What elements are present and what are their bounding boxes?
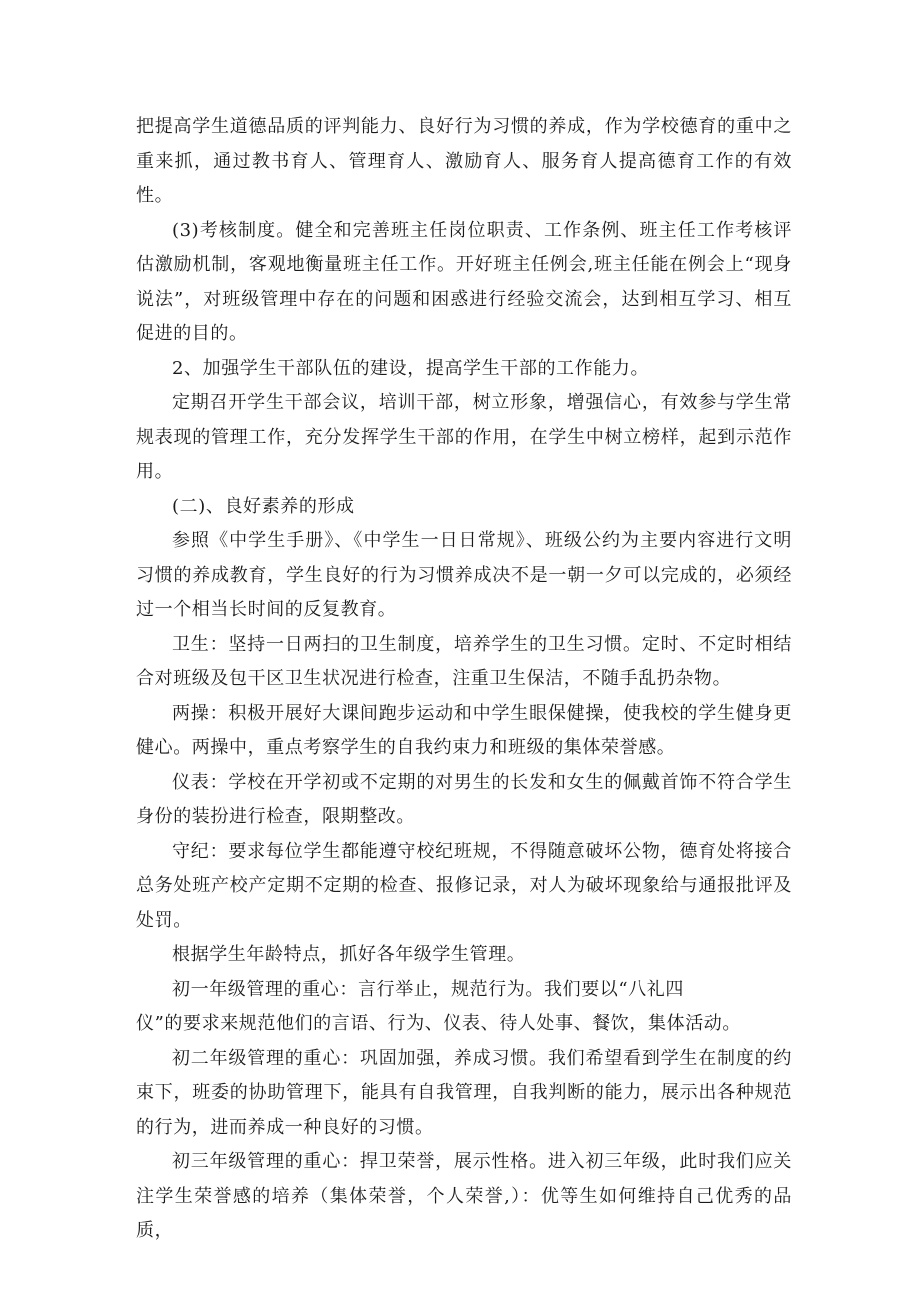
paragraph-15: 初三年级管理的重心：捍卫荣誉，展示性格。进入初三年级，此时我们应关注学生荣誉感的培养（集体荣誉，个人荣誉,）：优等生如何维持自己优秀的品质， bbox=[136, 1151, 792, 1241]
paragraph-8: 两操：积极开展好大课间跑步运动和中学生眼保健操，使我校的学生健身更健心。两操中，重点考察学生的自我约束力和班级的集体荣誉感。 bbox=[136, 702, 792, 758]
paragraph-1: 把提高学生道德品质的评判能力、良好行为习惯的养成，作为学校德育的重中之重来抓，通过教书育人、管理育人、激励育人、服务育人提高德育工作的有效性。 bbox=[136, 116, 792, 206]
document-page bbox=[136, 110, 792, 1249]
paragraph-11: 根据学生年龄特点，抓好各年级学生管理。 bbox=[172, 944, 526, 965]
paragraph-6: 参照《中学生手册》、《中学生一日日常规》、班级公约为主要内容进行文明习惯的养成教育，学生良好的行为习惯养成决不是一朝一夕可以完成的，必须经过一个相当长时间的反复教育。 bbox=[136, 530, 792, 620]
paragraph-2: (3)考核制度。健全和完善班主任岗位职责、工作条例、班主任工作考核评估激励机制，客观地衡量班主任工作。开好班主任例会,班主任能在例会上“现身说法”，对班级管理中存在的问题和困惑进行经验交流会，达到相互学习、相互促进的目的。 bbox=[136, 219, 792, 344]
paragraph-3: 2、加强学生干部队伍的建设，提高学生干部的工作能力。 bbox=[172, 357, 650, 379]
paragraph-5: (二)、良好素养的形成 bbox=[172, 495, 355, 517]
paragraph-9: 仪表：学校在开学初或不定期的对男生的长发和女生的佩戴首饰不符合学生身份的装扮进行检查，限期整改。 bbox=[136, 771, 792, 827]
paragraph-14: 初二年级管理的重心：巩固加强，养成习惯。我们希望看到学生在制度的约束下，班委的协助管理下，能具有自我管理，自我判断的能力，展示出各种规范的行为，进而养成一种良好的习惯。 bbox=[136, 1047, 792, 1138]
paragraph-10: 守纪：要求每位学生都能遵守校纪班规，不得随意破坏公物，德育处将接合总务处班产校产定期不定期的检查、报修记录，对人为破坏现象给与通报批评及处罚。 bbox=[136, 840, 792, 931]
paragraph-12: 初一年级管理的重心：言行举止，规范行为。我们要以“八礼四 bbox=[172, 978, 684, 1000]
paragraph-13: 仪”的要求来规范他们的言语、行为、仪表、待人处事、餐饮，集体活动。 bbox=[136, 1013, 741, 1034]
paragraph-7: 卫生：坚持一日两扫的卫生制度，培养学生的卫生习惯。定时、不定时相结合对班级及包干区卫生状况进行检查，注重卫生保洁，不随手乱扔杂物。 bbox=[136, 633, 792, 689]
paragraph-4: 定期召开学生干部会议，培训干部，树立形象，增强信心，有效参与学生常规表现的管理工作，充分发挥学生干部的作用，在学生中树立榜样，起到示范作用。 bbox=[136, 392, 792, 482]
